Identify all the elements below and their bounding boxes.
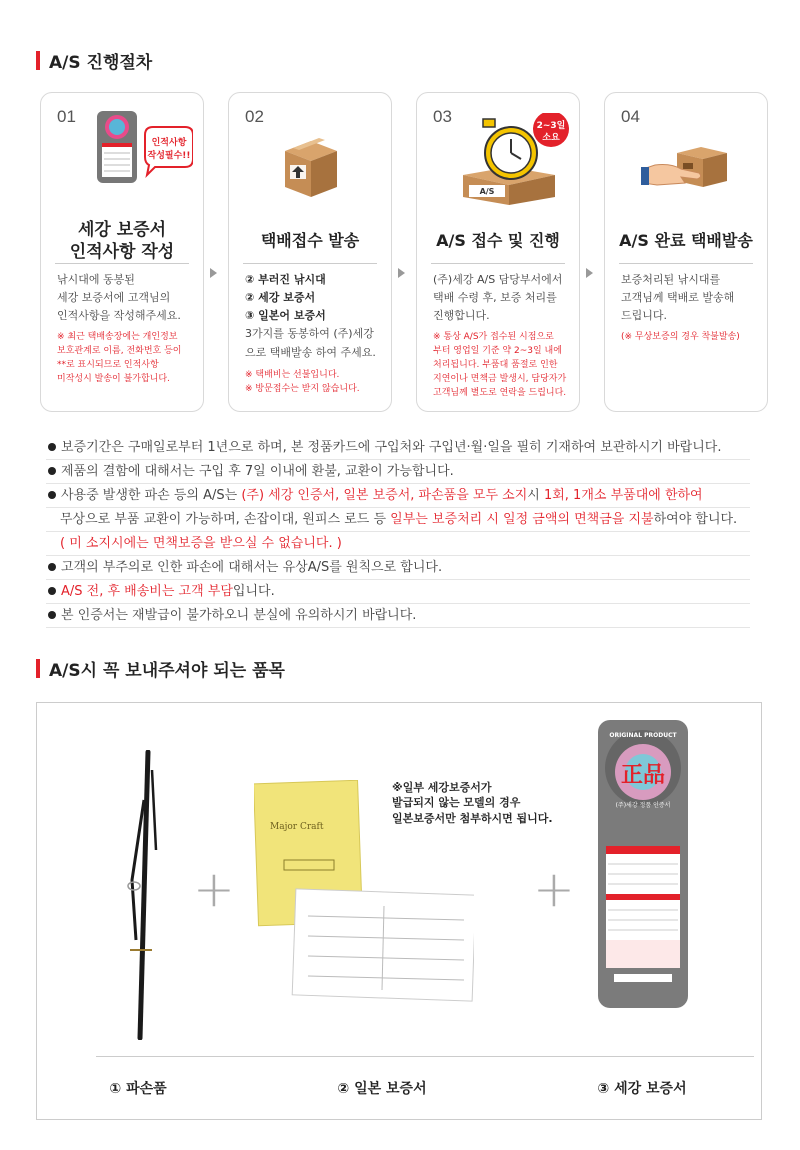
info-highlight: A/S 전, 후 배송비는 고객 부담: [61, 584, 233, 599]
info-row: [46, 580, 750, 604]
badge-line2: 소요: [542, 132, 560, 143]
booklet-brand: Major Craft: [270, 822, 324, 832]
info-text: 사용중 발생한 파손 등의 A/S는: [61, 488, 242, 503]
desc-line: 인적사항을 작성해주세요.: [57, 309, 181, 323]
info-row: [46, 532, 750, 556]
plus-icon: +: [193, 860, 235, 918]
box-label: A/S: [479, 187, 495, 196]
step-number: 01: [57, 107, 76, 126]
section-title-text: A/S 진행절차: [49, 53, 153, 73]
step-title: A/S 완료 택배발송: [619, 231, 753, 250]
step-desc: [621, 271, 757, 325]
step-note: [57, 331, 197, 387]
desc-line: 3가지를 동봉하여 (주)세강: [245, 327, 374, 341]
section-title-process: [36, 48, 152, 73]
info-text: 하여야 합니다.: [653, 512, 738, 527]
note-line: 보호관계로 이름, 전화번호 등이: [57, 345, 182, 356]
info-row: [46, 484, 750, 508]
bullet-icon: [48, 563, 56, 571]
info-text: 고객의 부주의로 인한 파손에 대해서는 유상A/S를 원칙으로 합니다.: [61, 560, 443, 575]
desc-line: 세강 보증서에 고객님의: [57, 291, 171, 305]
info-row: [46, 508, 750, 532]
card-divider: [431, 263, 565, 264]
step-number: 02: [245, 107, 264, 126]
note-line: ※ 통상 A/S가 접수된 시점으로: [433, 332, 554, 342]
card-sub-text: (주)세강 정품 인증서: [615, 802, 671, 809]
section-title-text: A/S시 꼭 보내주셔야 되는 품목: [49, 661, 285, 681]
info-list: [46, 436, 750, 628]
desc-item: ③ 일본어 보증서: [245, 309, 326, 323]
parcel-box-icon: [279, 137, 343, 199]
note-line: ※ 최근 택배송장에는 개인정보: [57, 332, 178, 342]
info-text: 무상으로 부품 교환이 가능하며, 손잡이대, 원피스 로드 등: [60, 512, 391, 527]
duration-badge: [533, 121, 569, 144]
info-highlight: 1회, 1개소 부품대에 한하여: [543, 488, 703, 503]
desc-item: ② 세강 보증서: [245, 291, 316, 305]
step-title: [41, 219, 203, 263]
info-highlight: ( 미 소지시에는 면책보증을 받으실 수 없습니다. ): [60, 536, 342, 551]
step-note: [433, 331, 573, 401]
card-divider: [243, 263, 377, 264]
arrow-right-icon: [586, 268, 593, 278]
note-line: 고객님께 별도로 연락을 드립니다.: [433, 387, 567, 398]
step-desc: [433, 271, 569, 325]
step-title-line1: 세강 보증서: [77, 220, 167, 240]
card-main-text: 正品: [620, 763, 665, 788]
info-text: 보증기간은 구매일로부터 1년으로 하며, 본 정품카드에 구입처와 구입년·월·일을 필히 기재하여 보관하시기 바랍니다.: [61, 440, 722, 455]
section-title-items: [36, 656, 285, 681]
step-note: [245, 369, 385, 397]
info-highlight: (주) 세강 인증서, 일본 보증서, 파손품을 모두 소지: [241, 488, 528, 503]
caption-segang-warranty: ③ 세강 보증서: [597, 1081, 687, 1097]
note-line: ※ 택배비는 선불입니다.: [245, 370, 340, 380]
step-title: 택배접수 발송: [260, 231, 360, 250]
desc-line: 으로 택배발송 하여 주세요.: [245, 345, 376, 359]
step-title: A/S 접수 및 진행: [436, 231, 560, 250]
desc-line: 드립니다.: [621, 309, 668, 323]
bubble-line2: 작성필수!!: [147, 150, 191, 161]
bullet-icon: [48, 611, 56, 619]
step-number: 04: [621, 107, 640, 126]
delivery-hand-icon: [641, 145, 733, 195]
info-text: 본 인증서는 재발급이 불가하오니 분실에 유의하시기 바랍니다.: [61, 608, 417, 623]
info-row: [46, 460, 750, 484]
caption-divider: [96, 1056, 754, 1057]
broken-rod-image: [118, 750, 166, 1040]
desc-item: ② 부러진 낚시대: [245, 273, 326, 286]
step-desc: [57, 271, 193, 325]
info-text: 제품의 결함에 대해서는 구입 후 7일 이내에 환불, 교환이 가능합니다.: [61, 464, 454, 479]
bullet-icon: [48, 443, 56, 451]
step-number: 03: [433, 107, 452, 126]
card-divider: [55, 263, 189, 264]
note-line: ※일부 세강보증서가: [392, 781, 492, 794]
info-row: [46, 604, 750, 628]
bullet-icon: [48, 491, 56, 499]
title-bar: [36, 51, 40, 70]
bubble-line1: 인적사항: [151, 138, 187, 148]
note-line: 처리됩니다. 부품대 품절로 인한: [433, 359, 558, 370]
note-line: 발급되지 않는 모델의 경우: [392, 796, 521, 810]
card-divider: [619, 263, 753, 264]
caption-broken-rod: ① 파손품: [109, 1081, 167, 1097]
note-line: 지연이나 면책금 발생시, 담당자가: [433, 373, 567, 384]
desc-line: 보증처리된 낚시대를: [621, 273, 721, 286]
desc-line: (주)세강 A/S 담당부서에서: [433, 273, 563, 286]
step-note: [621, 331, 761, 345]
step-card-4: [604, 92, 768, 412]
step-title-line2: 인적사항 작성: [69, 242, 175, 263]
step-card-2: [228, 92, 392, 412]
step-desc: [245, 271, 381, 362]
info-row: [46, 556, 750, 580]
note-line: **로 표시되므로 인적사항: [57, 359, 159, 370]
note-line: 일본보증서만 첨부하시면 됩니다.: [392, 811, 553, 825]
desc-line: 택배 수령 후, 보증 처리를: [433, 291, 557, 305]
info-text: 입니다.: [232, 584, 275, 599]
card-top-text: ORIGINAL PRODUCT: [609, 732, 677, 739]
step-card-3: [416, 92, 580, 412]
caption-japan-warranty: ② 일본 보증서: [337, 1081, 427, 1097]
desc-line: 진행합니다.: [433, 309, 490, 323]
note-line: ※ 방문접수는 받지 않습니다.: [245, 383, 360, 394]
badge-line1: 2~3일: [536, 121, 566, 131]
japan-warranty-note: [392, 780, 553, 826]
info-text: 시: [527, 488, 544, 503]
arrow-right-icon: [210, 268, 217, 278]
info-row: [46, 436, 750, 460]
bullet-icon: [48, 587, 56, 595]
arrow-right-icon: [398, 268, 405, 278]
note-line: 미작성시 발송이 불가합니다.: [57, 373, 170, 384]
note-line: 부터 영업일 기준 약 2~3일 내에: [433, 345, 562, 356]
title-bar: [36, 659, 40, 678]
bullet-icon: [48, 467, 56, 475]
note-line: (※ 무상보증의 경우 착불발송): [621, 332, 740, 342]
step-card-1: [40, 92, 204, 412]
speech-bubble: [145, 137, 193, 162]
info-highlight: 일부는 보증처리 시 일정 금액의 면책금을 지불: [390, 512, 654, 527]
desc-line: 고객님께 택배로 발송해: [621, 291, 735, 305]
plus-icon: +: [533, 860, 575, 918]
desc-line: 낚시대에 동봉된: [57, 273, 135, 286]
